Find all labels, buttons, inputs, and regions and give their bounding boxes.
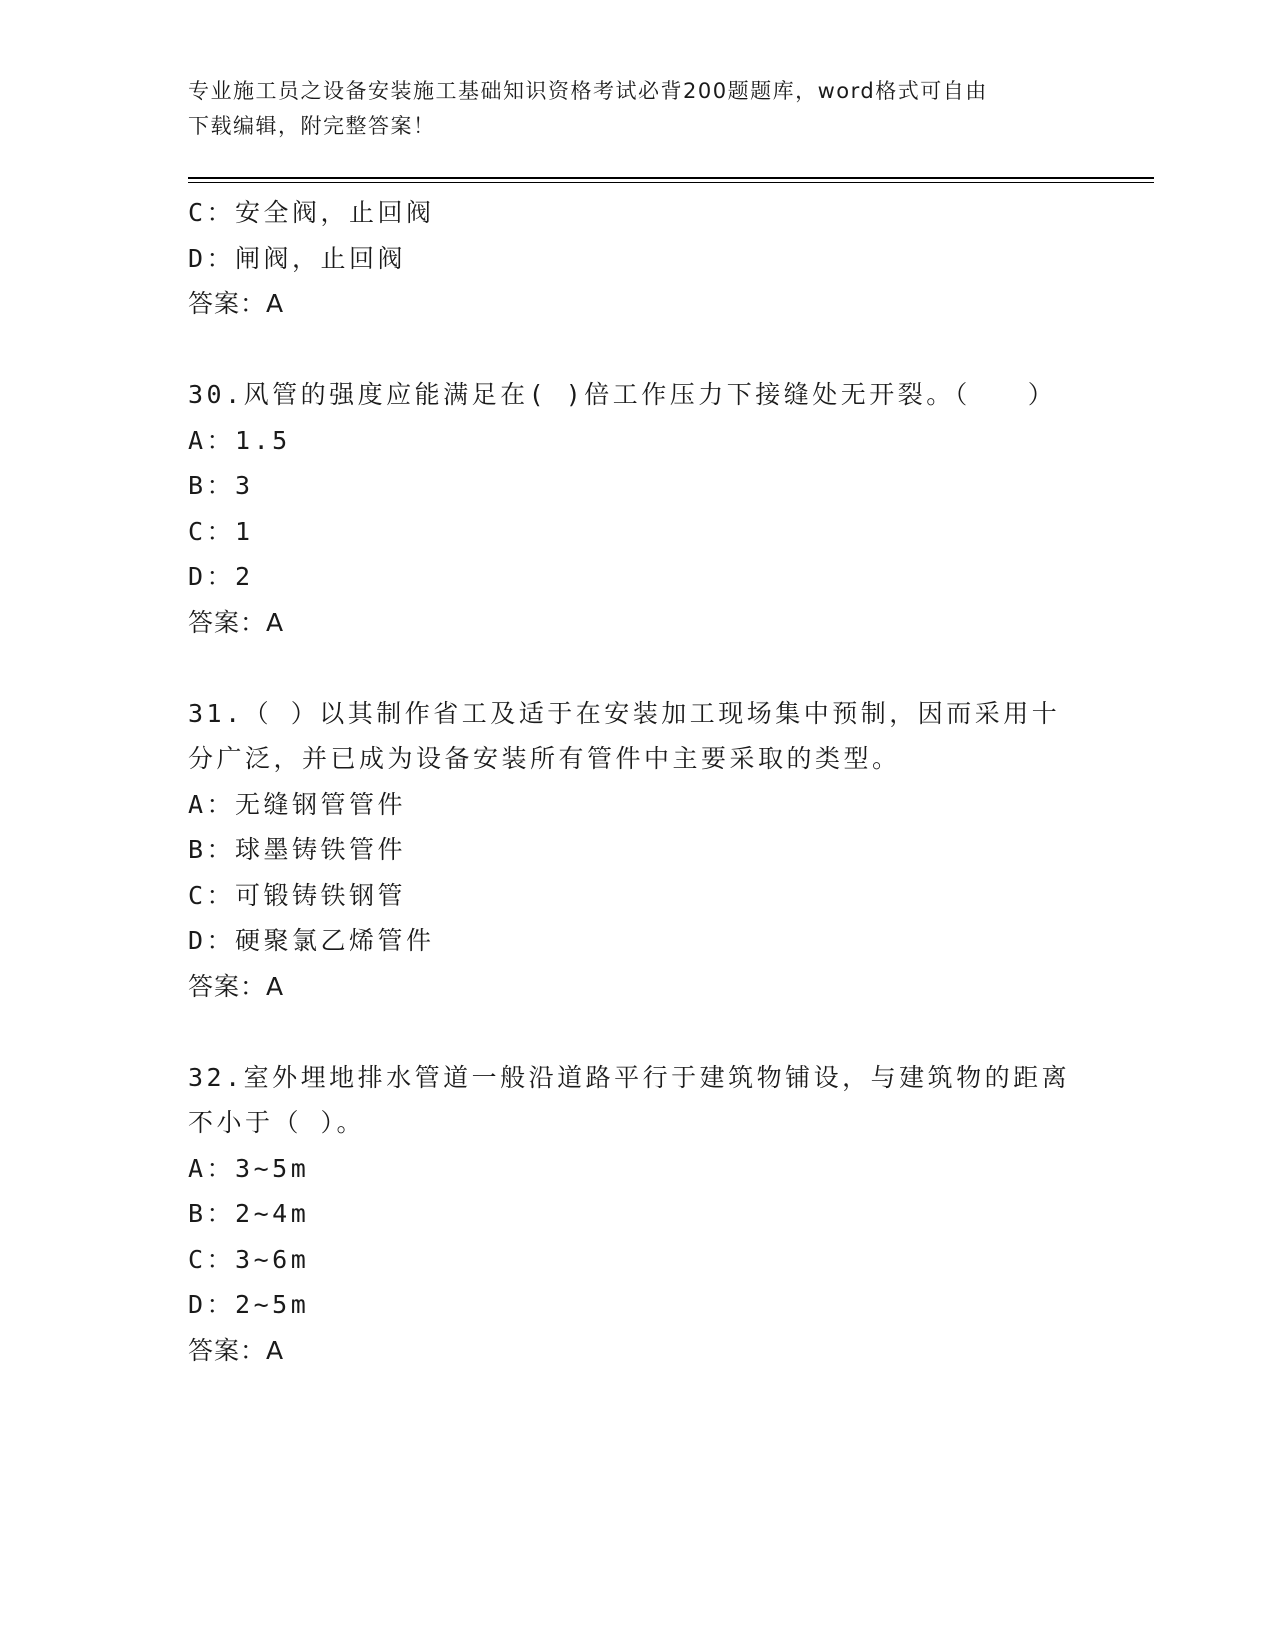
spacer	[188, 327, 1088, 373]
question-line: 不小于（ ）。	[188, 1108, 366, 1137]
option-line: A：无缝钢管管件	[188, 789, 407, 819]
option-line: D：闸阀，止回阀	[188, 243, 407, 273]
option-line: C：3~6m	[188, 1244, 310, 1274]
header-line-2: 下载编辑，附完整答案！	[188, 114, 436, 138]
option-line: D：2~5m	[188, 1290, 310, 1319]
option-line: C：1	[188, 516, 254, 546]
question-line: 30.风管的强度应能满足在( )倍工作压力下接缝处无开裂。（ ）	[188, 380, 1057, 409]
answer-line: 答案：A	[188, 971, 285, 1001]
header-divider-thin	[188, 182, 1154, 183]
option-line: D：硬聚氯乙烯管件	[188, 926, 435, 955]
question-list	[188, 190, 1088, 1373]
spacer	[188, 645, 1088, 691]
option-line: B：球墨铸铁管件	[188, 835, 407, 864]
question-line: 32.室外埋地排水管道一般沿道路平行于建筑物铺设，与建筑物的距离	[188, 1062, 1071, 1092]
answer-line: 答案：A	[188, 289, 285, 318]
option-line: A：1.5	[188, 425, 291, 455]
option-line: B：2~4m	[188, 1199, 310, 1228]
document-header	[188, 74, 1088, 144]
answer-line: 答案：A	[188, 607, 285, 637]
option-line: D：2	[188, 562, 254, 591]
option-line: B：3	[188, 471, 254, 500]
option-line: C：可锻铸铁钢管	[188, 880, 407, 910]
spacer	[188, 1009, 1088, 1055]
question-line: 分广泛，并已成为设备安装所有管件中主要采取的类型。	[188, 744, 901, 773]
option-line: C：安全阀，止回阀	[188, 198, 435, 227]
header-divider-thick	[188, 177, 1154, 179]
question-line: 31.（ ）以其制作省工及适于在安装加工现场集中预制，因而采用十	[188, 698, 1061, 728]
header-line-1: 专业施工员之设备安装施工基础知识资格考试必背200题题库，word格式可自由	[188, 79, 988, 103]
option-line: A：3~5m	[188, 1153, 310, 1183]
answer-line: 答案：A	[188, 1335, 285, 1365]
